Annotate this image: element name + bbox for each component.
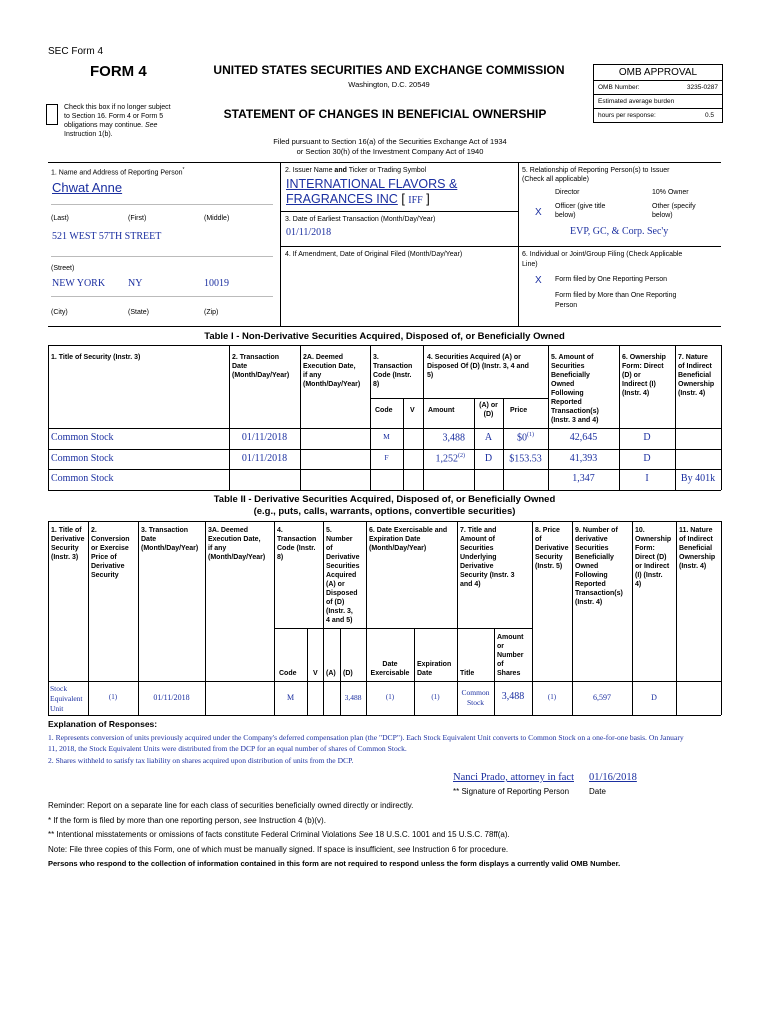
statement-title: STATEMENT OF CHANGES IN BENEFICIAL OWNERSHIP — [223, 107, 547, 121]
signature-name: Nanci Prado, attorney in fact — [453, 772, 574, 783]
t2-sub-date-exercisable: Date Exercisable — [370, 661, 410, 677]
signature-label: ** Signature of Reporting Person — [453, 787, 570, 796]
box4-label: 4. If Amendment, Date of Original Filed (Month/Day/Year) — [285, 251, 463, 258]
state-value: NY — [128, 278, 143, 289]
t2-sub-code: Code — [279, 670, 297, 677]
earliest-transaction-date: 01/11/2018 — [286, 227, 332, 238]
t1-row-acquired-disposed: D — [484, 453, 493, 464]
t1-row-acquired-disposed: A — [484, 432, 493, 443]
one-person-option[interactable]: Form filed by One Reporting Person — [555, 276, 668, 283]
t1-row-title: Common Stock — [51, 432, 114, 443]
t2-sub-a: (A) — [326, 670, 336, 677]
filed-pursuant: Filed pursuant to Section 16(a) of the Securities Exchange Act of 1934 or Section 30(h) of the Investment Company Act of 1940 — [273, 137, 507, 156]
no-longer-subject-checkbox[interactable] — [46, 104, 58, 125]
t1-row-amount: 1,252$^{(2)}$ — [435, 453, 465, 465]
double-star-note: ** Intentional misstatements or omissions of facts constitute Federal Criminal Violations See 18 U.S.C. 1001 and 15 U.S.C. 78ff(a). — [48, 830, 510, 839]
reminder-text: Reminder: Report on a separate line for each class of securities beneficially owned directly or indirectly. — [48, 801, 414, 810]
table2-title: Table II - Derivative Securities Acquired, Disposed of, or Beneficially Owned (e.g., puts, calls, warrants, options, convertible securities) — [213, 494, 556, 517]
note-text: Note: File three copies of this Form, one of which must be manually signed. If space is insufficient, see Instruction 6 for procedure. — [48, 845, 509, 854]
omb-approval-box — [593, 64, 723, 123]
t2-col-deemed-header: 3A. Deemed Execution Date, if any (Month/Day/Year) — [208, 527, 266, 561]
t1-row-nature: By 401k — [680, 473, 716, 484]
t2-col-number-header: 5. Number of Derivative Securities Acquired (A) or Disposed of (D) (Instr. 3, 4 and 5) — [326, 527, 360, 624]
issuer-name[interactable]: INTERNATIONAL FLAVORS & FRAGRANCES INC [ IFF ] — [286, 177, 458, 206]
t2-row-acquired: 3,488 — [344, 693, 362, 702]
omb-hours-value: 0.5 — [704, 112, 714, 119]
t2-row-expiration: (1) — [431, 693, 440, 701]
zip-label: (Zip) — [204, 309, 219, 316]
t1-sub-price: Price — [510, 407, 528, 414]
t1-row-title: Common Stock — [51, 453, 114, 464]
t2-row-code: M — [286, 693, 295, 702]
agency-title: UNITED STATES SECURITIES AND EXCHANGE COMMISSION — [213, 63, 565, 77]
omb-hours-label: hours per response: — [598, 112, 656, 119]
form-title: FORM 4 — [90, 63, 147, 80]
street-label: (Street) — [51, 265, 75, 272]
officer-check-mark: X — [535, 207, 542, 218]
t2-row-form: D — [651, 693, 657, 702]
box2-label: 2. Issuer Name and Ticker or Trading Symbol — [285, 167, 427, 174]
officer-title-value: EVP, GC, & Corp. Sec'y — [570, 226, 669, 237]
t2-col-owned-header: 9. Number of derivative Securities Beneficially Owned Following Reported Transaction(s) (Instr. 4) — [575, 527, 623, 606]
t1-sub-aord: (A) or (D) — [479, 402, 498, 418]
t1-col-securities-header: 4. Securities Acquired (A) or Disposed Of (D) (Instr. 3, 4 and 5) — [427, 354, 529, 379]
middle-label: (Middle) — [204, 215, 230, 222]
t1-row-code: M — [383, 432, 390, 441]
state-label: (State) — [128, 309, 150, 316]
t2-col-underlying-header: 7. Title and Amount of Securities Underlying Derivative Security (Instr. 3 and 4) — [460, 527, 515, 588]
table1-title: Table I - Non-Derivative Securities Acquired, Disposed of, or Beneficially Owned — [204, 331, 565, 342]
t2-row-price: (1) — [547, 693, 557, 701]
t2-row-owned: 6,597 — [593, 693, 611, 702]
t1-col-date-header: 2. Transaction Date (Month/Day/Year) — [232, 354, 290, 379]
t1-row-date: 01/11/2018 — [241, 453, 288, 464]
last-label: (Last) — [51, 215, 69, 222]
t1-row-price: $153.53 — [509, 453, 542, 465]
checkbox-instruction: Check this box if no longer subject to Section 16. Form 4 or Form 5 obligations may continue. See Instruction 1(b). — [64, 104, 171, 138]
one-person-check-mark: X — [535, 275, 542, 286]
t2-sub-expiration: Expiration Date — [417, 661, 452, 677]
city-label: (City) — [51, 309, 68, 316]
sec-form-label: SEC Form 4 — [48, 46, 104, 57]
t1-row-ownership-form: I — [645, 473, 649, 484]
t1-col-code-header: 3. Transaction Code (Instr. 8) — [373, 354, 413, 388]
t2-row-underlying-amount: 3,488 — [501, 691, 525, 702]
t1-row-owned: 1,347 — [572, 473, 595, 484]
t2-row-exercisable: (1) — [385, 693, 395, 701]
t1-row-ownership-form: D — [643, 432, 651, 443]
reporting-person-name[interactable]: Chwat Anne — [52, 180, 123, 195]
t2-col-title-header: 1. Title of Derivative Security (Instr. 3) — [51, 527, 85, 561]
explanation-note-2: 2. Shares withheld to satisfy tax liability on shares acquired upon distribution of units from the DCP. — [48, 756, 354, 765]
t2-sub-v: V — [313, 670, 318, 677]
explanation-title: Explanation of Responses: — [48, 719, 158, 729]
t2-row-date: 01/11/2018 — [153, 693, 190, 702]
t1-row-owned: 42,645 — [569, 432, 598, 443]
persons-notice: Persons who respond to the collection of information contained in this form are not required to respond unless the form displays a currently valid OMB Number. — [48, 859, 621, 868]
city-value: NEW YORK — [52, 278, 106, 289]
signature-date-label: Date — [589, 787, 606, 796]
star-note: * If the form is filed by more than one reporting person, see Instruction 4 (b)(v). — [48, 816, 326, 825]
omb-number-value: 3235-0287 — [686, 84, 718, 91]
signature-date: 01/16/2018 — [589, 772, 637, 783]
t1-col-deemed-header: 2A. Deemed Execution Date, if any (Month/Day/Year) — [303, 354, 361, 388]
t2-col-conversion-header: 2. Conversion or Exercise Price of Derivative Security — [91, 527, 130, 579]
officer-option[interactable]: Officer (give title below) — [555, 203, 606, 219]
t1-col-amount-owned-header: 5. Amount of Securities Beneficially Owned Following Reported Transaction(s) (Instr. 3 and 4) — [551, 354, 599, 424]
omb-burden-label: Estimated average burden — [594, 95, 722, 109]
box5-label: 5. Relationship of Reporting Person(s) to Issuer (Check all applicable) — [522, 167, 670, 183]
box1-label: 1. Name and Address of Reporting Person* — [51, 167, 185, 177]
other-option[interactable]: Other (specify below) — [652, 203, 696, 219]
t2-col-exercisable-header: 6. Date Exercisable and Expiration Date (Month/Day/Year) — [369, 527, 448, 552]
t1-sub-v: V — [410, 407, 415, 414]
t1-row-date: 01/11/2018 — [241, 432, 288, 443]
explanation-note-1: 1. Represents conversion of units previously acquired under the Company's deferred compensation plan (the "DCP"). Each Stock Equivalent Unit converts to Common Stock on a one-for-one basis. On January 11, 2018, the Stock Equivalent Units were distributed from the DCP for an equal number of shares of Common Stock. — [48, 733, 684, 753]
t1-row-owned: 41,393 — [569, 453, 598, 464]
t2-col-date-header: 3. Transaction Date (Month/Day/Year) — [141, 527, 199, 552]
t1-row-title: Common Stock — [51, 473, 114, 484]
t2-col-nature-header: 11. Nature of Indirect Beneficial Ownership (Instr. 4) — [679, 527, 716, 570]
zip-value: 10019 — [204, 278, 229, 289]
t2-row-underlying-title: Common Stock — [461, 688, 490, 707]
agency-location: Washington, D.C. 20549 — [348, 80, 430, 89]
ticker-symbol: IFF — [408, 195, 423, 206]
t2-sub-d: (D) — [343, 670, 353, 677]
t1-row-ownership-form: D — [643, 453, 651, 464]
first-label: (First) — [128, 215, 147, 222]
t2-sub-amount: Amount or Number of Shares — [497, 634, 524, 677]
director-option[interactable]: Director — [555, 189, 580, 196]
t1-sub-amount: Amount — [428, 407, 455, 414]
box6-label: 6. Individual or Joint/Group Filing (Check Applicable Line) — [522, 251, 683, 268]
t2-col-price-header: 8. Price of Derivative Security (Instr. 5) — [535, 527, 569, 570]
t1-row-amount: 3,488 — [442, 432, 465, 444]
t1-row-code: F — [384, 453, 389, 462]
t2-col-code-header: 4. Transaction Code (Instr. 8) — [277, 527, 317, 561]
t1-row-price: $0$^{(1)}$ — [517, 432, 534, 444]
t2-row-title: Stock Equivalent Unit — [50, 684, 83, 713]
box3-label: 3. Date of Earliest Transaction (Month/Day/Year) — [285, 216, 436, 223]
multiple-persons-option[interactable]: Form filed by More than One Reporting Person — [555, 292, 677, 309]
ten-percent-owner-option[interactable]: 10% Owner — [652, 189, 689, 196]
street-value: 521 WEST 57TH STREET — [52, 231, 162, 242]
t1-col-ownership-form-header: 6. Ownership Form: Direct (D) or Indirect (I) (Instr. 4) — [622, 354, 666, 397]
omb-number-label: OMB Number: — [598, 84, 640, 91]
t2-col-form-header: 10. Ownership Form: Direct (D) or Indirect (I) (Instr. 4) — [635, 527, 672, 588]
t2-row-conversion: (1) — [108, 693, 118, 701]
omb-title: OMB APPROVAL — [594, 65, 722, 81]
t1-sub-code: Code — [375, 407, 393, 414]
t2-sub-title: Title — [460, 670, 475, 677]
t1-col-nature-header: 7. Nature of Indirect Beneficial Ownership (Instr. 4) — [678, 354, 715, 397]
t1-col-title-header: 1. Title of Security (Instr. 3) — [51, 354, 141, 361]
